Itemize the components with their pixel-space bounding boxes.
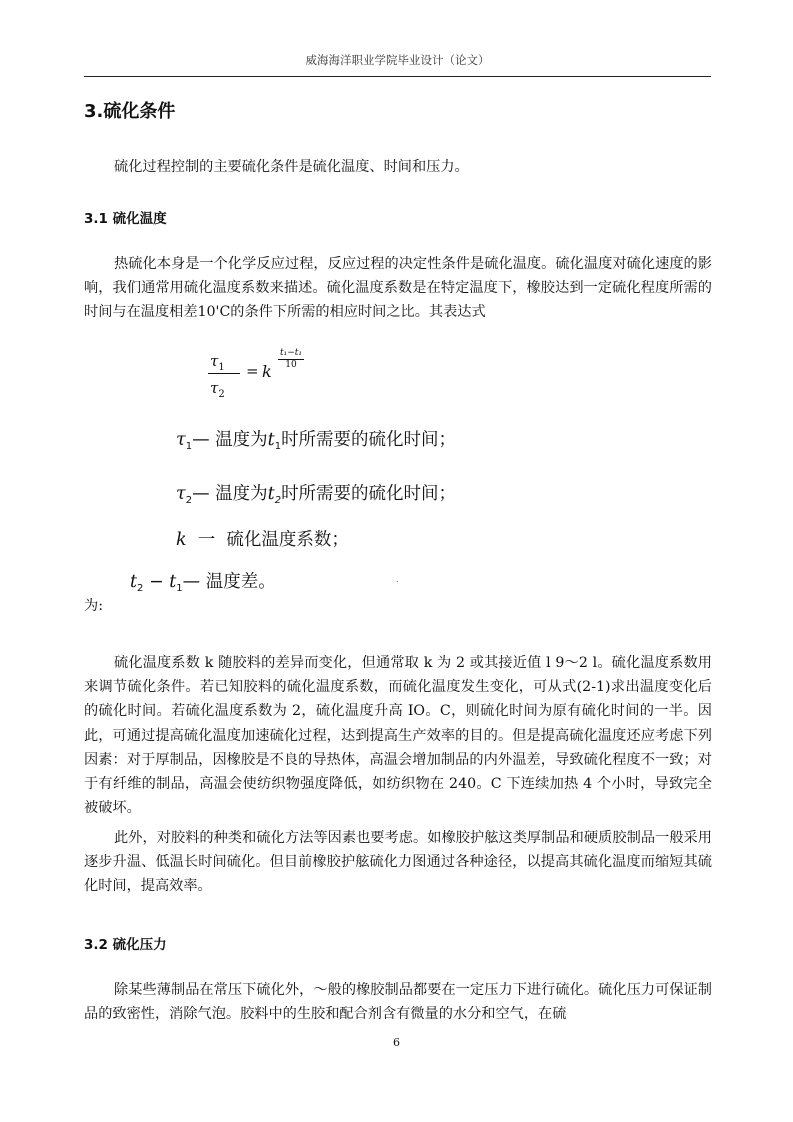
formula-base: k xyxy=(262,362,272,381)
page-header: 威海海洋职业学院毕业设计（论文） xyxy=(305,53,490,67)
formula-equals: = xyxy=(246,362,259,380)
definition-k: k 一 硫化温度系数； xyxy=(176,530,349,550)
definition-tau1: $\tau_1—$ 温度为$t_1$时所需要的硫化时间； xyxy=(176,430,457,452)
temperature-paragraph-2: 硫化温度系数 k 随胶料的差异而变化，但通常取 k 为 2 或其接近值 l 9～2 l。硫化温度系数用来调节硫化条件。若已知胶料的硫化温度系数，而硫化温度发生变化，可从式(2-1)求出温度变化后的硫化时间。若硫化温度系数为 2，硫化温度升高 IO。C，则硫化时间为原有硫化时间的一半。因此，可通过提高硫化温度加速硫化过程，达到提高生产效率的目的。但是提高硫化温度还应考虑下列因素：对于厚制品，因橡胶是不良的导热体，高温会增加制品的内外温差，导致硫化程度不一致；对于有纤维的制品，高温会使纺织物强度降低，如纺织物在 240。C 下连续加热 4 个小时，导致完全被破坏。 xyxy=(84,655,712,817)
formula-numerator: $\tau_1$ xyxy=(210,352,225,373)
wei-label: 为: xyxy=(84,598,103,614)
temperature-paragraph-3: 此外，对胶料的种类和硫化方法等因素也要考虑。如橡胶护舷这类厚制品和硬质胶制品一般采用逐步升温、低温长时间硫化。但目前橡胶护舷硫化力图通过各种途径，以提高其硫化温度而缩短其硫化时间，提高效率。 xyxy=(84,830,712,895)
formula-exponent: t₁−t₁ 10 xyxy=(280,348,302,370)
formula-fraction-bar xyxy=(208,373,240,374)
definition-temperature-difference: $t_2$ − $t_1—$ 温度差。 xyxy=(130,572,276,594)
intro-paragraph: 硫化过程控制的主要硫化条件是硫化温度、时间和压力。 xyxy=(114,159,469,175)
page-number: 6 xyxy=(393,1036,400,1049)
formula-denominator: $\tau_2$ xyxy=(210,379,225,400)
pressure-paragraph-1: 除某些薄制品在常压下硫化外，～般的橡胶制品都要在一定压力下进行硫化。硫化压力可保证制品的致密性，消除气泡。胶料中的生胶和配合剂含有微量的水分和空气，在硫 xyxy=(84,982,712,1023)
definition-tau2: $\tau_2—$ 温度为$t_2$时所需要的硫化时间； xyxy=(176,484,457,506)
section-title: 3.硫化条件 xyxy=(84,101,176,122)
subsection-title-3-1: 3.1 硫化温度 xyxy=(84,211,167,227)
temperature-paragraph-1: 热硫化本身是一个化学反应过程，反应过程的决定性条件是硫化温度。硫化温度对硫化速度的影响，我们通常用硫化温度系数来描述。硫化温度系数是在特定温度下，橡胶达到一定硫化程度所需的时间与在温度相差10'C的条件下所需的相应时间之比。其表达式 xyxy=(84,256,712,321)
temperature-coefficient-formula xyxy=(206,348,326,406)
subsection-title-3-2: 3.2 硫化压力 xyxy=(84,937,167,953)
header-rule xyxy=(84,76,711,77)
stray-mark: . xyxy=(396,575,399,584)
